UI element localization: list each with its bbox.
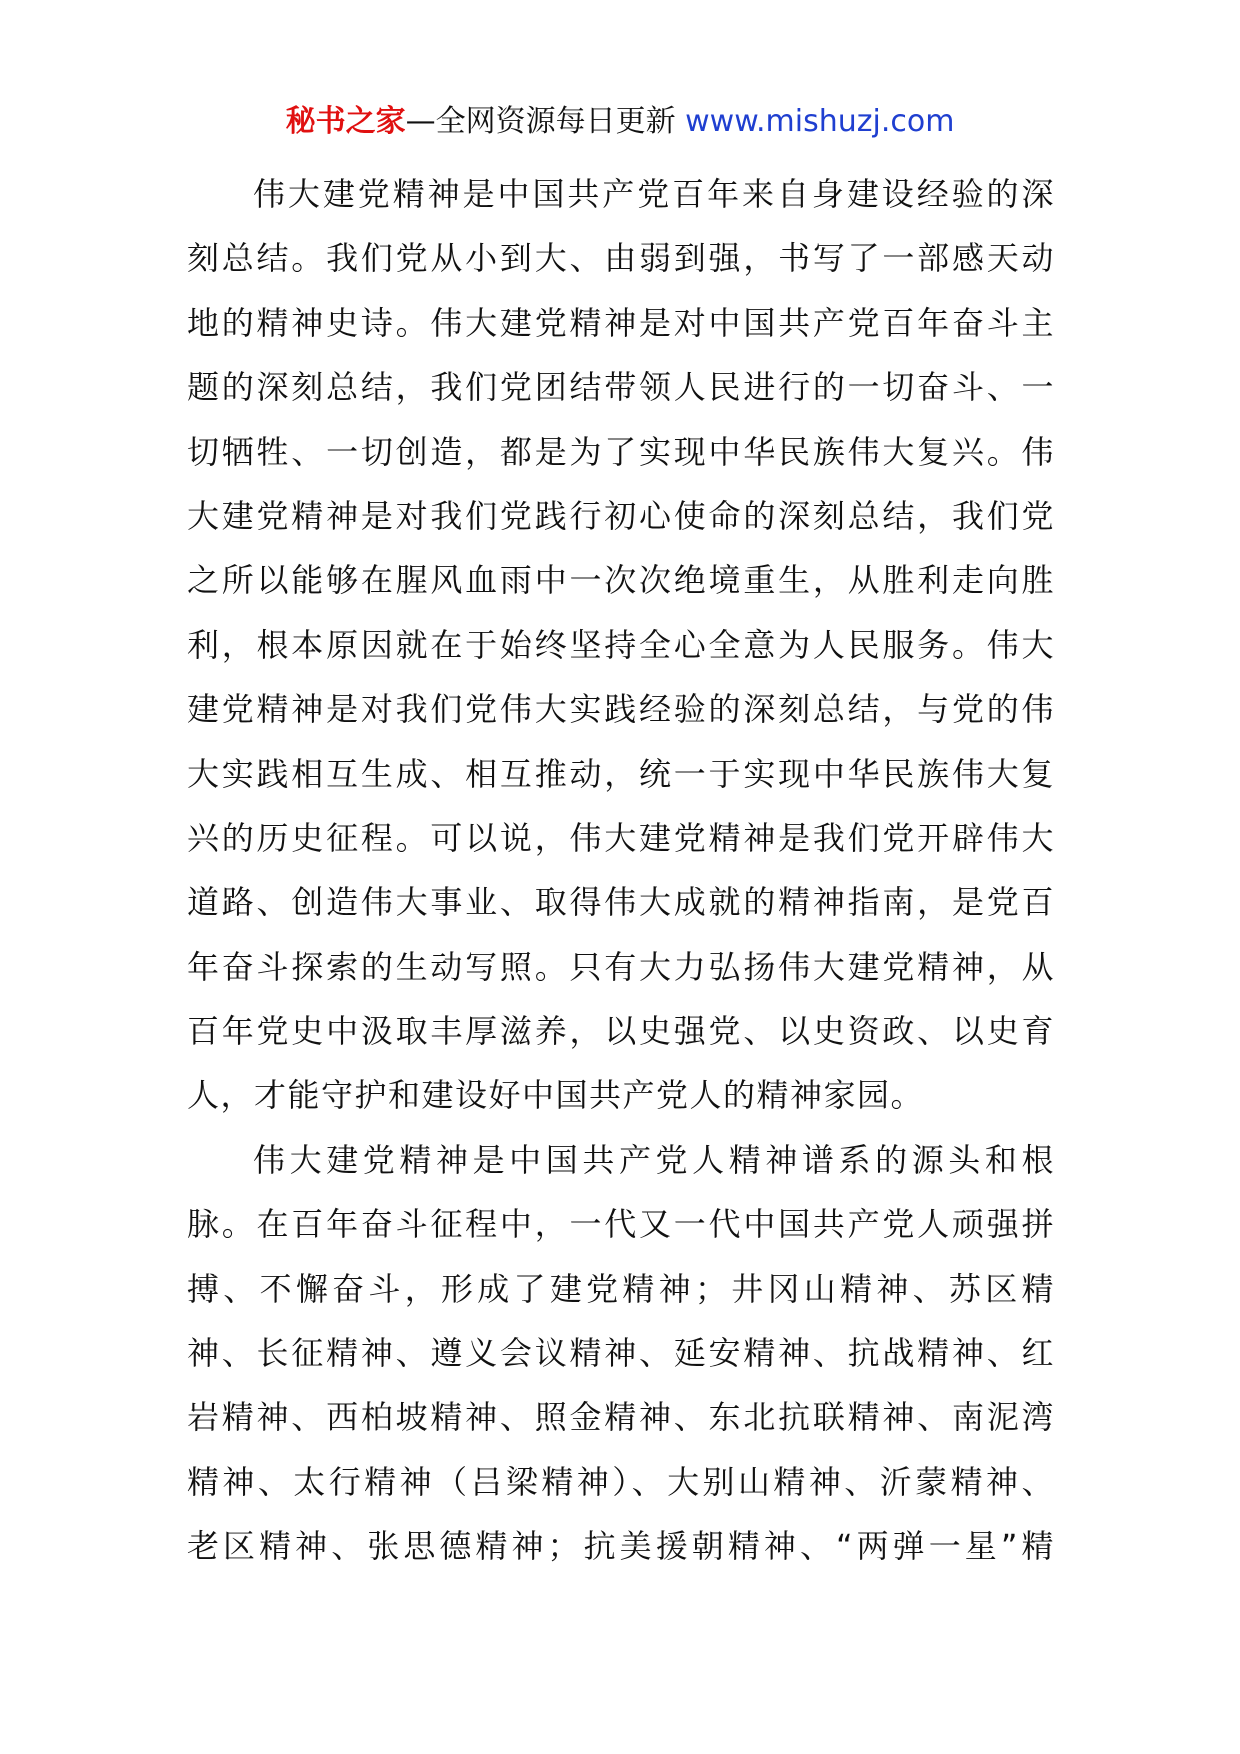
text-line: 老区精神、张思德精神；抗美援朝精神、“两弹一星”精: [187, 1527, 1055, 1566]
text-line: 切牺牲、一切创造，都是为了实现中华民族伟大复兴。伟: [187, 432, 1055, 471]
text-line: 岩精神、西柏坡精神、照金精神、东北抗联精神、南泥湾: [187, 1398, 1055, 1437]
paragraph-1: [187, 162, 1055, 1128]
document-body: [187, 162, 1055, 1579]
page-header: [0, 100, 1240, 144]
header-url-link[interactable]: www.mishuzj.com: [685, 104, 955, 139]
text-line: 建党精神是对我们党伟大实践经验的深刻总结，与党的伟: [187, 690, 1055, 729]
paragraph-2: [187, 1128, 1055, 1579]
header-tagline: —全网资源每日更新: [405, 104, 686, 139]
text-line: 精神、太行精神（吕梁精神）、大别山精神、沂蒙精神、: [187, 1462, 1055, 1501]
text-line: 搏、不懈奋斗，形成了建党精神；井冈山精神、苏区精: [187, 1269, 1055, 1308]
text-line: 之所以能够在腥风血雨中一次次绝境重生，从胜利走向胜: [187, 561, 1055, 600]
text-line: 大建党精神是对我们党践行初心使命的深刻总结，我们党: [187, 496, 1055, 535]
text-line: 地的精神史诗。伟大建党精神是对中国共产党百年奋斗主: [187, 303, 1055, 342]
text-line: 脉。在百年奋斗征程中，一代又一代中国共产党人顽强拼: [187, 1205, 1055, 1244]
text-line: 年奋斗探索的生动写照。只有大力弘扬伟大建党精神，从: [187, 947, 1055, 986]
header-brand: 秘书之家: [285, 104, 406, 139]
text-line: 刻总结。我们党从小到大、由弱到强，书写了一部感天动: [187, 239, 1055, 278]
text-line: 兴的历史征程。可以说，伟大建党精神是我们党开辟伟大: [187, 818, 1055, 857]
text-line: 伟大建党精神是中国共产党人精神谱系的源头和根: [253, 1140, 1055, 1179]
text-line: 神、长征精神、遵义会议精神、延安精神、抗战精神、红: [187, 1334, 1055, 1373]
text-line: 道路、创造伟大事业、取得伟大成就的精神指南，是党百: [187, 883, 1055, 922]
text-line: 大实践相互生成、相互推动，统一于实现中华民族伟大复: [187, 754, 1055, 793]
text-line: 百年党史中汲取丰厚滋养，以史强党、以史资政、以史育: [187, 1012, 1055, 1051]
text-line: 题的深刻总结，我们党团结带领人民进行的一切奋斗、一: [187, 368, 1055, 407]
text-line: 人，才能守护和建设好中国共产党人的精神家园。: [187, 1076, 925, 1115]
text-line: 伟大建党精神是中国共产党百年来自身建设经验的深: [253, 175, 1055, 213]
text-line: 利，根本原因就在于始终坚持全心全意为人民服务。伟大: [187, 625, 1055, 664]
